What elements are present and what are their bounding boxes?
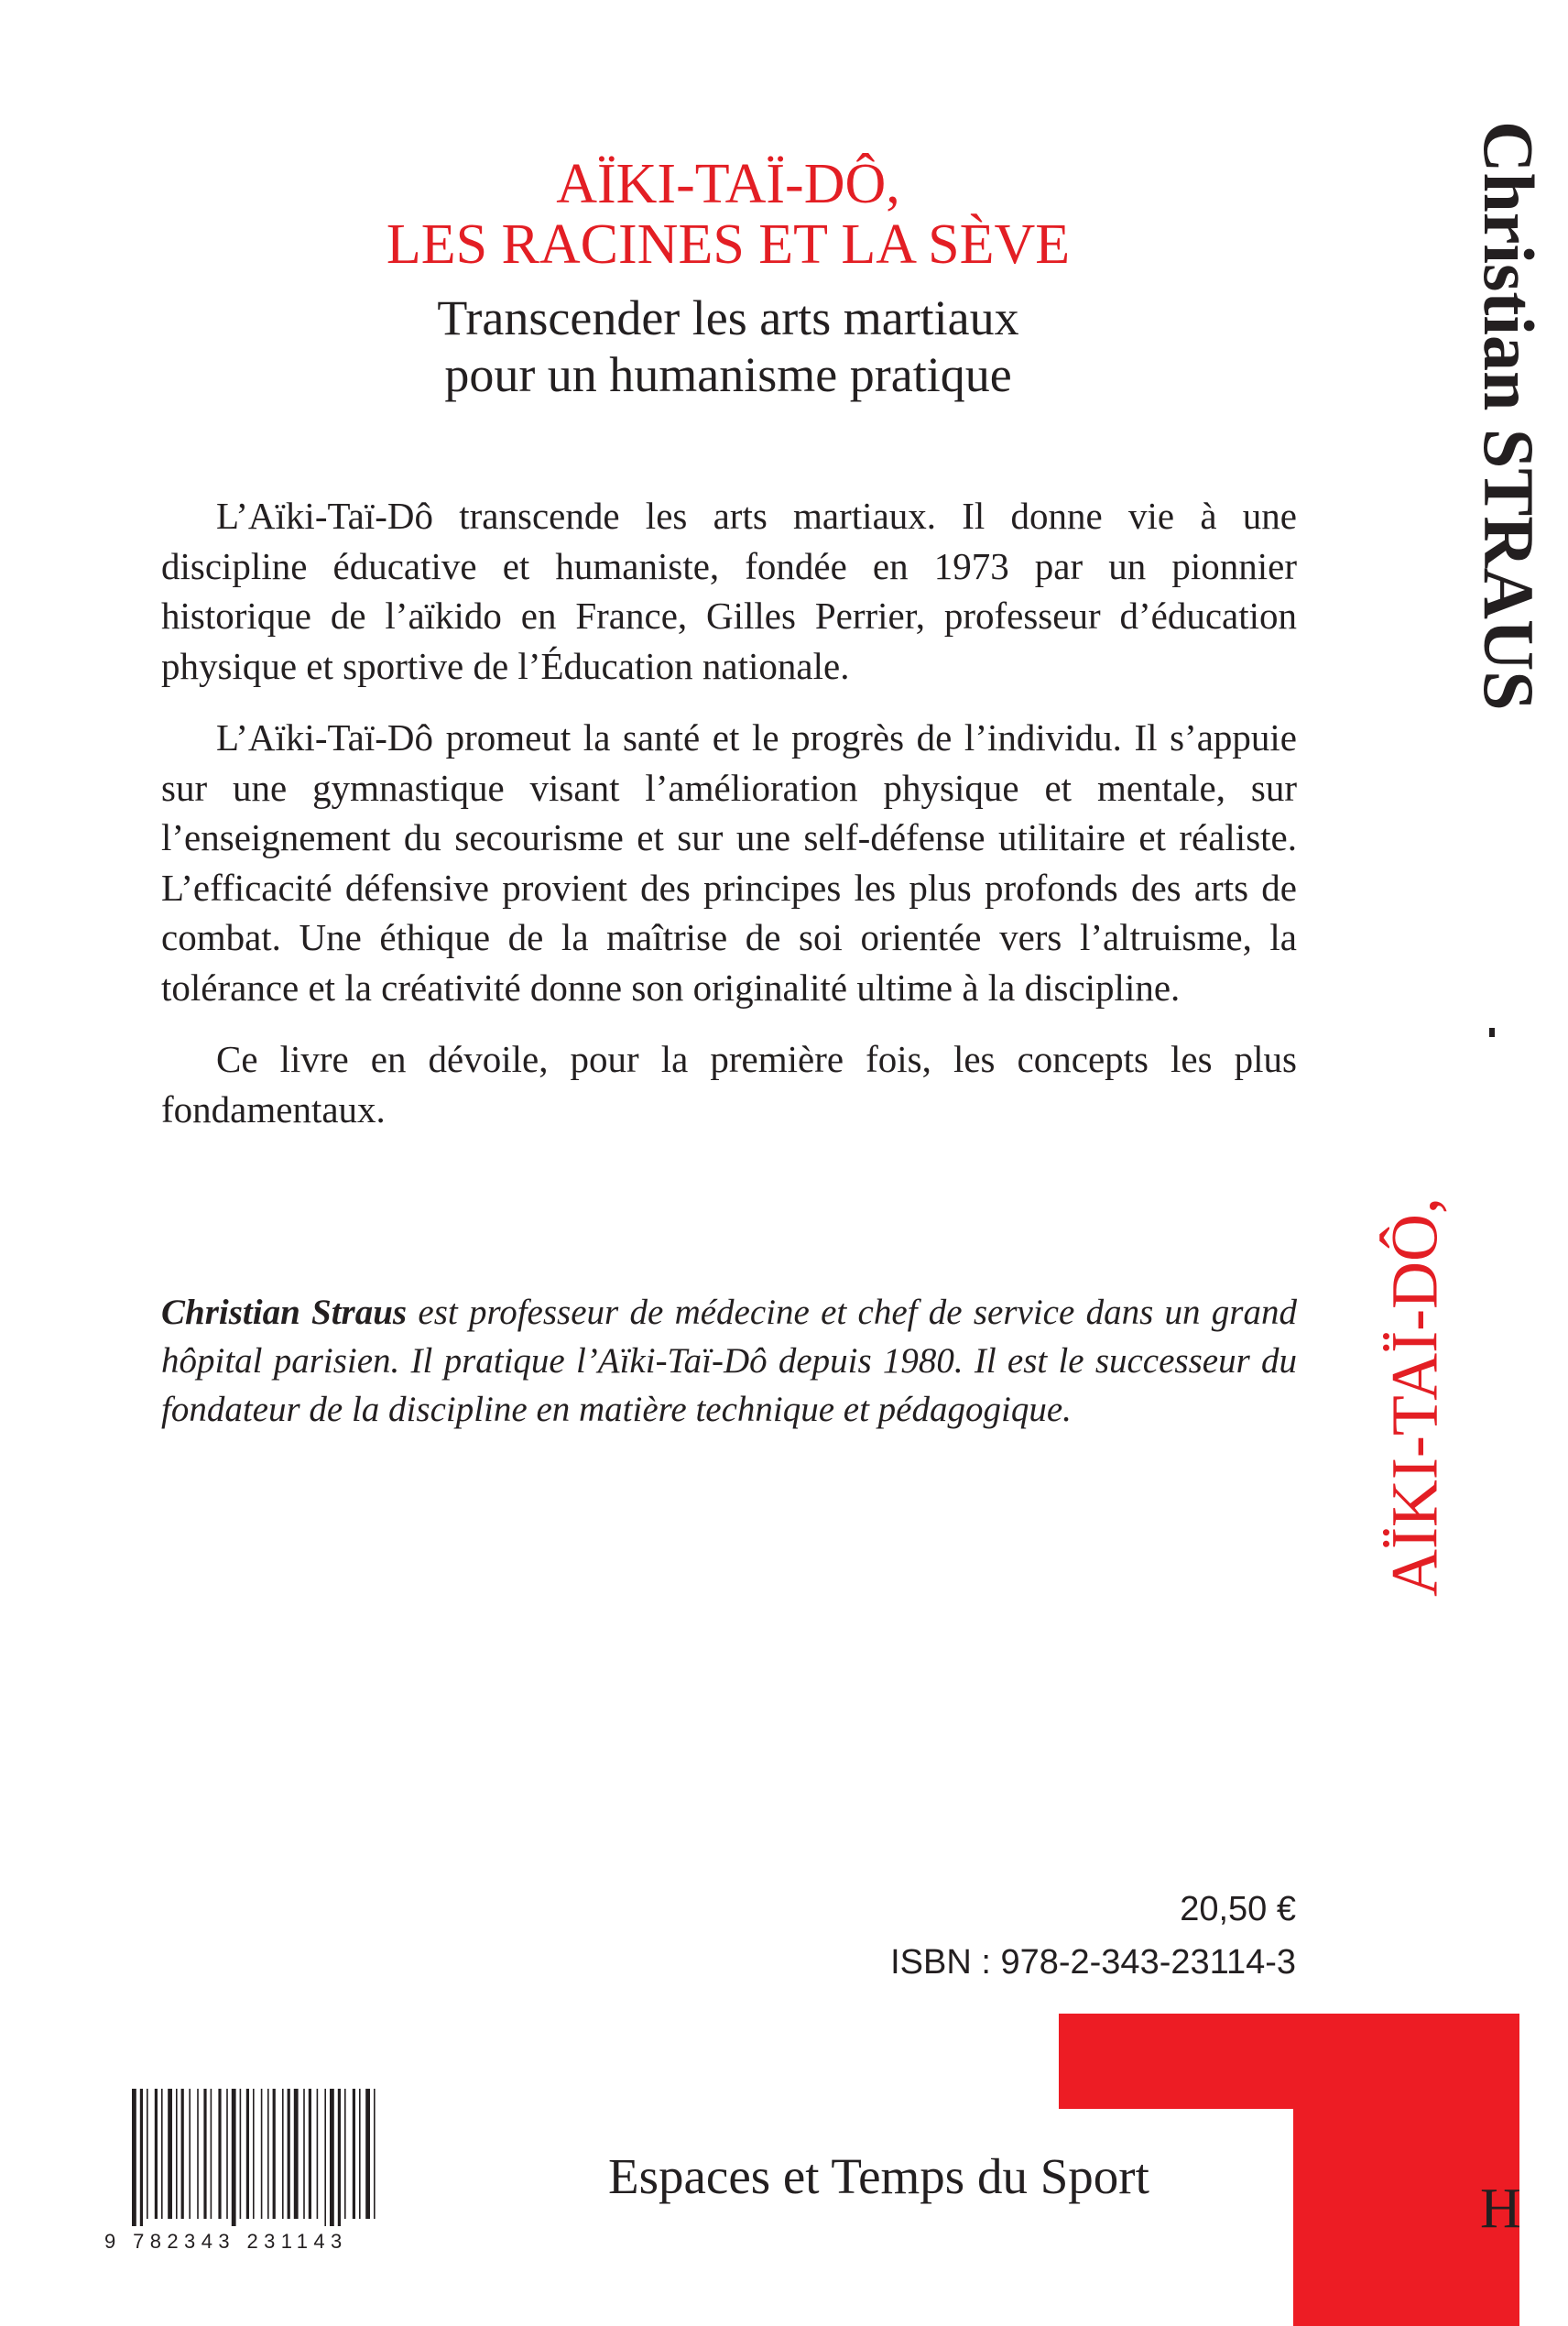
blurb-paragraph-3: Ce livre en dévoile, pour la première fois, les concepts les plus fondamentaux. bbox=[161, 1038, 1297, 1130]
barcode-bar bbox=[203, 2089, 206, 2219]
barcode-bar bbox=[261, 2089, 263, 2219]
barcode-bar bbox=[353, 2089, 355, 2219]
barcode-icon bbox=[130, 2089, 379, 2226]
book-title bbox=[0, 154, 1456, 275]
series-name: Espaces et Temps du Sport bbox=[608, 2148, 1149, 2204]
barcode-bar bbox=[324, 2089, 326, 2226]
blurb-paragraph-1: L’Aïki-Taï-Dô transcende les arts martiaux. Il donne vie à une discipline éducative et humaniste, fondée en 1973 par un pionnier historique de l’aïkido en France, Gilles Perrier, professeur d’éducation physique et sportive de l’Éducation nationale. bbox=[161, 495, 1297, 687]
spine-title-text: AÏKI-TAÏ-DÔ, bbox=[1377, 1196, 1452, 1598]
barcode-bar bbox=[240, 2089, 242, 2219]
book-title-line1: AÏKI-TAÏ-DÔ, bbox=[556, 153, 900, 215]
blurb-paragraph-2: L’Aïki-Taï-Dô promeut la santé et le progrès de l’individu. Il s’appuie sur une gymnastique visant l’amélioration physique et mentale, sur l’enseignement du secourisme et sur une self-défense utilitaire et réaliste. L’efficacité défensive provient des principes les plus profonds des arts de combat. Une éthique de la maîtrise de soi orientée vers l’altruisme, la tolérance et la créativité donne son originalité ultime à la discipline. bbox=[161, 716, 1297, 1009]
barcode-digits: 9 782343 231143 bbox=[104, 2230, 348, 2253]
barcode-bar bbox=[189, 2089, 191, 2219]
book-subtitle-line1: Transcender les arts martiaux bbox=[437, 290, 1019, 345]
publisher-logo-icon: H bbox=[1480, 2178, 1521, 2240]
barcode-bar bbox=[374, 2089, 376, 2219]
barcode-bar bbox=[155, 2089, 158, 2219]
barcode-bar bbox=[147, 2089, 148, 2219]
red-block-top bbox=[1059, 2014, 1519, 2109]
barcode-bar bbox=[338, 2089, 341, 2226]
barcode-bar bbox=[267, 2089, 269, 2219]
barcode-bar bbox=[273, 2089, 276, 2219]
barcode-bar bbox=[365, 2089, 370, 2219]
barcode-bar bbox=[176, 2089, 178, 2219]
barcode-bar bbox=[218, 2089, 221, 2219]
price: 20,50 € bbox=[1180, 1890, 1296, 1928]
author-bio bbox=[161, 1288, 1297, 1434]
barcode-bar bbox=[309, 2089, 311, 2219]
barcode-bar bbox=[253, 2089, 255, 2219]
barcode-bar bbox=[303, 2089, 305, 2219]
barcode-bar bbox=[132, 2089, 136, 2226]
blurb bbox=[161, 491, 1297, 1156]
spine-mark bbox=[1489, 1028, 1495, 1037]
barcode-bar bbox=[282, 2089, 284, 2219]
barcode-bar bbox=[140, 2089, 143, 2226]
author-bio-text: est professeur de médecine et chef de service dans un grand hôpital parisien. Il pratique l’Aïki-Taï-Dô depuis 1980. Il est le successeur du fondateur de la discipline en matière technique et pédagogique. bbox=[161, 1293, 1297, 1429]
barcode-bar bbox=[330, 2089, 334, 2226]
spine-author bbox=[1469, 121, 1568, 711]
book-title-line2: LES RACINES ET LA SÈVE bbox=[386, 213, 1071, 276]
spine-title bbox=[1377, 1196, 1452, 1598]
barcode-bar bbox=[181, 2089, 184, 2219]
barcode-bar bbox=[232, 2089, 236, 2226]
barcode-bar bbox=[344, 2089, 346, 2219]
barcode-bar bbox=[294, 2089, 299, 2219]
isbn: ISBN : 978-2-343-23114-3 bbox=[890, 1943, 1296, 1982]
book-subtitle-line2: pour un humanisme pratique bbox=[444, 347, 1012, 402]
barcode-bar bbox=[211, 2089, 212, 2219]
barcode-bar bbox=[317, 2089, 319, 2219]
book-subtitle bbox=[0, 289, 1456, 403]
barcode-bar bbox=[197, 2089, 199, 2219]
barcode-bar bbox=[359, 2089, 361, 2219]
barcode-bar bbox=[161, 2089, 163, 2219]
barcode-bar bbox=[246, 2089, 249, 2219]
barcode-bar bbox=[168, 2089, 172, 2219]
barcode-bar bbox=[288, 2089, 290, 2219]
barcode-bar bbox=[226, 2089, 228, 2219]
spine-author-text: Christian STRAUS bbox=[1469, 121, 1549, 711]
author-name: Christian Straus bbox=[161, 1293, 408, 1332]
